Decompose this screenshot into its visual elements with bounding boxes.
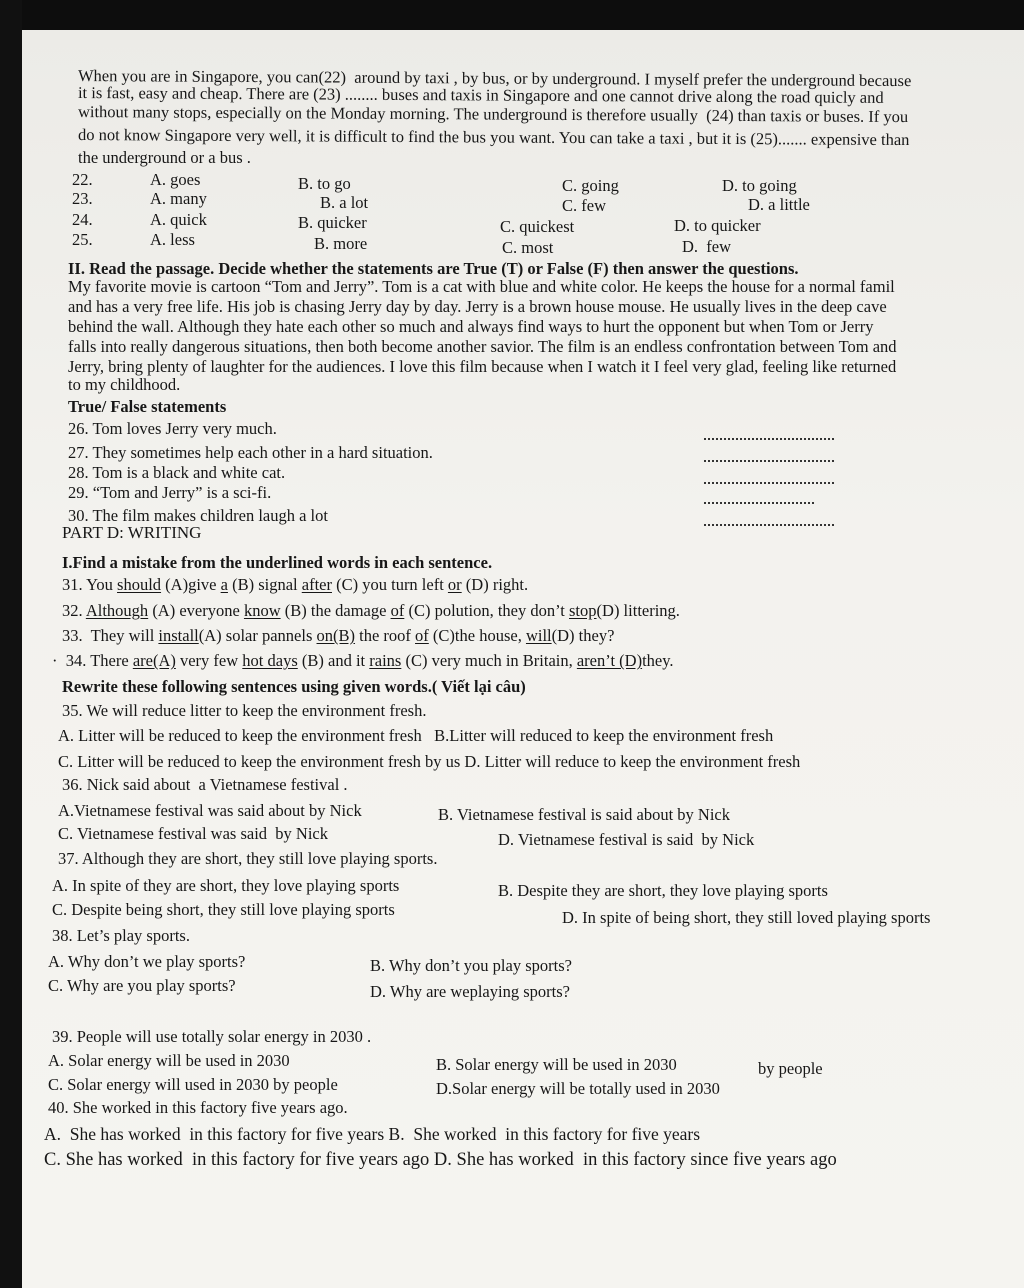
section-heading: II. Read the passage. Decide whether the statements are True (T) or False (F) then answer the questions. xyxy=(68,259,799,278)
rewrite-q38: 38. Let’s play sports. xyxy=(52,926,190,945)
scan-dark-border-left xyxy=(0,0,22,1288)
option-a: A. Why don’t we play sports? xyxy=(48,952,246,971)
option-a: A.Vietnamese festival was said about by Nick xyxy=(58,801,362,820)
rewrite-q37: 37. Although they are short, they still love playing sports. xyxy=(58,849,438,868)
scan-dark-border-top xyxy=(0,0,1024,30)
passage-line: do not know Singapore very well, it is difficult to find the bus you want. You can take a taxi , but it is (25)....... expensive than xyxy=(77,125,910,150)
option-b: B. Why don’t you play sports? xyxy=(370,956,572,975)
passage-line: without many stops, especially on the Monday morning. The underground is therefore usually (24) than taxis or buses. If you xyxy=(77,102,909,127)
option-d: D. Vietnamese festival is said by Nick xyxy=(498,830,755,849)
tf-statement: 30. The film makes children laugh a lot xyxy=(68,506,328,525)
passage-line: When you are in Singapore, you can(22) around by taxi , by bus, or by underground. I myself prefer the underground because xyxy=(77,66,912,91)
mistake-q32: 32. Although (A) everyone know (B) the damage of (C) polution, they don’t stop(D) littering. xyxy=(62,601,680,620)
option-c: C. most xyxy=(502,238,554,257)
option-b: B. to go xyxy=(298,174,351,193)
option-c: C. Why are you play sports? xyxy=(48,976,236,995)
option-d: D. to quicker xyxy=(674,216,761,235)
option-d: D. to going xyxy=(722,176,797,195)
rewrite-q39: 39. People will use totally solar energy in 2030 . xyxy=(52,1027,372,1046)
tf-statement: 29. “Tom and Jerry” is a sci-fi. xyxy=(68,483,272,502)
option-b: B. a lot xyxy=(320,193,369,212)
option-a: A. goes xyxy=(150,170,201,189)
option-a: A. quick xyxy=(150,210,207,229)
option-a: A. many xyxy=(150,189,207,208)
option-c: C. few xyxy=(562,196,606,215)
option-b: B. Vietnamese festival is said about by Nick xyxy=(438,805,730,824)
rewrite-q36: 36. Nick said about a Vietnamese festival . xyxy=(62,775,348,794)
option-c: C. Despite being short, they still love playing sports xyxy=(52,900,395,919)
option-c: C. Vietnamese festival was said by Nick xyxy=(58,824,328,843)
tf-statement: 26. Tom loves Jerry very much. xyxy=(68,419,277,438)
answer-blank[interactable] xyxy=(704,482,834,484)
rewrite-q35: 35. We will reduce litter to keep the environment fresh. xyxy=(62,701,427,720)
passage-line: it is fast, easy and cheap. There are (23) ........ buses and taxis in Singapore and one cannot drive along the road quicly and xyxy=(77,83,884,107)
option-d: D.Solar energy will be totally used in 2030 xyxy=(436,1079,720,1098)
rewrite-heading: Rewrite these following sentences using given words.( Viết lại câu) xyxy=(62,677,526,696)
option-d: D. few xyxy=(682,237,732,256)
option-d: D. Why are weplaying sports? xyxy=(370,982,570,1001)
tf-statement: 28. Tom is a black and white cat. xyxy=(68,463,286,482)
reading-line: Jerry, bring plenty of laughter for the audiences. I love this film because when I watch it I feel very glad, feeling like returned xyxy=(68,357,897,376)
mistake-q33: 33. They will install(A) solar pannels on(B) the roof of (C)the house, will(D) they? xyxy=(62,626,615,645)
option-b: B. Solar energy will be used in 2030 xyxy=(436,1055,677,1074)
option-d: D. a little xyxy=(748,195,810,214)
question-number: 23. xyxy=(72,189,93,208)
option-b: B. Despite they are short, they love playing sports xyxy=(498,881,828,900)
mistake-q31: 31. You should (A)give a (B) signal after (C) you turn left or (D) right. xyxy=(62,575,529,594)
part-heading: PART D: WRITING xyxy=(62,523,202,542)
rewrite-q40: 40. She worked in this factory five years ago. xyxy=(48,1098,348,1117)
passage-line: the underground or a bus . xyxy=(78,148,251,167)
option-c: C. quickest xyxy=(500,217,575,236)
option-b-continued: by people xyxy=(758,1059,823,1078)
answer-blank[interactable] xyxy=(704,438,834,440)
mistake-heading: I.Find a mistake from the underlined words in each sentence. xyxy=(62,553,493,572)
option-a: A. In spite of they are short, they love playing sports xyxy=(52,876,400,895)
option-b: B. more xyxy=(314,234,368,253)
answer-blank[interactable] xyxy=(704,460,834,462)
rewrite-options: A. Litter will be reduced to keep the environment fresh B.Litter will reduced to keep the environment fresh xyxy=(58,726,774,745)
answer-blank[interactable] xyxy=(704,502,814,504)
rewrite-options: A. She has worked in this factory for five years B. She worked in this factory for five years xyxy=(44,1124,701,1144)
reading-line: to my childhood. xyxy=(68,375,181,394)
reading-line: and has a very free life. His job is chasing Jerry day by day. Jerry is a brown house mouse. He usually lives in the deep cave xyxy=(68,297,887,316)
question-number: 24. xyxy=(72,210,93,229)
option-c: C. going xyxy=(562,176,619,195)
option-a: A. less xyxy=(150,230,195,249)
reading-line: behind the wall. Although they hate each other so much and always find ways to hurt the opponent but when Tom or Jerry xyxy=(68,317,874,336)
tf-statement: 27. They sometimes help each other in a hard situation. xyxy=(68,443,433,462)
option-d: D. In spite of being short, they still loved playing sports xyxy=(562,908,931,927)
rewrite-options: C. She has worked in this factory for five years ago D. She has worked in this factory since five years ago xyxy=(44,1150,837,1170)
rewrite-options: C. Litter will be reduced to keep the environment fresh by us D. Litter will reduce to keep the environment fresh xyxy=(58,752,801,771)
answer-blank[interactable] xyxy=(704,524,834,526)
mistake-q34: · 34. There are(A) very few hot days (B) and it rains (C) very much in Britain, aren’t (D)they. xyxy=(52,651,674,670)
option-b: B. quicker xyxy=(298,213,367,232)
tf-heading: True/ False statements xyxy=(68,397,227,416)
option-c: C. Solar energy will used in 2030 by people xyxy=(48,1075,338,1094)
question-number: 22. xyxy=(72,170,93,189)
worksheet-page xyxy=(22,30,1024,1288)
reading-line: My favorite movie is cartoon “Tom and Jerry”. Tom is a cat with blue and white color. He keeps the house for a normal famil xyxy=(68,277,895,296)
question-number: 25. xyxy=(72,230,93,249)
option-a: A. Solar energy will be used in 2030 xyxy=(48,1051,290,1070)
reading-line: falls into really dangerous situations, then both become another savior. The film is an endless confrontation between Tom and xyxy=(68,337,897,356)
